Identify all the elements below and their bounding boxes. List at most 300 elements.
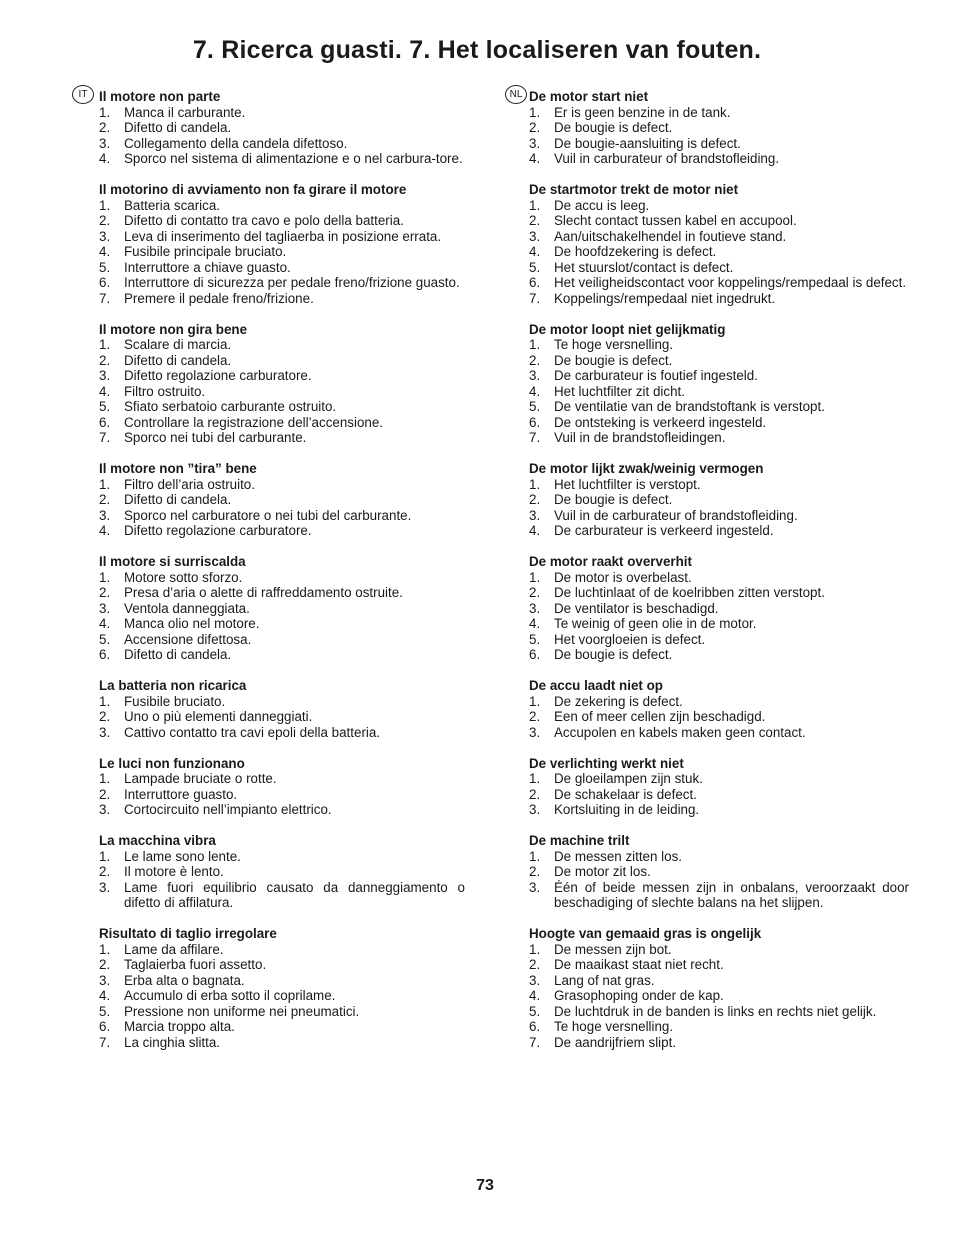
item-text: Pressione non uniforme nei pneumatici. xyxy=(124,1003,360,1019)
item-text: De accu is leeg. xyxy=(554,197,650,213)
item-text: Motore sotto sforzo. xyxy=(124,569,243,585)
troubleshooting-section xyxy=(529,461,909,539)
item-text: Premere il pedale freno/frizione. xyxy=(124,290,314,306)
item-number: 7. xyxy=(99,1034,111,1050)
list-item xyxy=(99,368,465,384)
item-text: Vuil in de brandstofleidingen. xyxy=(554,430,726,445)
list-item xyxy=(529,1035,909,1051)
list-item xyxy=(99,957,465,973)
list-item xyxy=(529,1004,909,1020)
item-number: 4. xyxy=(99,988,111,1003)
item-text: Cattivo contatto tra cavi epoli della batteria. xyxy=(124,724,381,740)
item-number: 1. xyxy=(99,476,111,492)
list-item xyxy=(99,260,465,276)
item-number: 5. xyxy=(99,399,111,414)
item-text: Koppelings/rempedaal niet ingedrukt. xyxy=(554,290,776,306)
item-text: De aandrijfriem slipt. xyxy=(554,1034,677,1050)
troubleshooting-section xyxy=(99,926,465,1050)
item-text: Fusibile bruciato. xyxy=(124,693,226,709)
section-heading: Hoogte van gemaaid gras is ongelijk xyxy=(529,926,762,941)
item-number: 1. xyxy=(529,476,541,492)
item-text: Manca il carburante. xyxy=(124,104,246,120)
language-badge-nl: NL xyxy=(505,85,527,104)
item-text: De bougie is defect. xyxy=(554,647,673,662)
item-text: Slecht contact tussen kabel en accupool. xyxy=(554,213,797,228)
list-item xyxy=(99,275,465,291)
item-text: Het voorgloeien is defect. xyxy=(554,631,706,647)
item-number: 2. xyxy=(529,709,541,724)
section-heading: Risultato di taglio irregolare xyxy=(99,926,277,941)
list-item xyxy=(99,291,465,307)
item-text: Vuil in de carburateur of brandstofleiding. xyxy=(554,507,798,523)
list-item xyxy=(99,601,465,617)
item-text: De schakelaar is defect. xyxy=(554,786,697,802)
item-number: 6. xyxy=(529,414,541,430)
cause-list xyxy=(529,105,909,167)
item-text: Te hoge versnelling. xyxy=(554,1019,674,1034)
section-heading: De verlichting werkt niet xyxy=(529,755,684,771)
item-number: 2. xyxy=(99,492,111,507)
item-number: 3. xyxy=(99,135,111,151)
cause-list xyxy=(99,337,465,446)
item-number: 3. xyxy=(99,972,111,988)
list-item xyxy=(529,244,909,260)
page-title: 7. Ricerca guasti. 7. Het localiseren van fouten. xyxy=(192,36,762,64)
item-number: 2. xyxy=(99,213,111,228)
item-text: Lampade bruciate o rotte. xyxy=(124,771,277,786)
item-number: 3. xyxy=(529,228,541,244)
item-number: 2. xyxy=(99,786,111,802)
troubleshooting-section xyxy=(99,678,465,740)
item-number: 6. xyxy=(529,275,541,290)
item-text: Vuil in carburateur of brandstofleiding. xyxy=(554,151,780,166)
troubleshooting-section xyxy=(529,182,909,306)
section-heading: De motor loopt niet gelijkmatig xyxy=(529,321,726,337)
troubleshooting-section xyxy=(99,833,465,911)
list-item xyxy=(529,632,909,648)
item-number: 4. xyxy=(99,523,111,538)
italian-column xyxy=(99,89,465,1066)
list-item xyxy=(529,291,909,307)
item-text: Accupolen en kabels maken geen contact. xyxy=(554,724,806,740)
item-number: 2. xyxy=(529,492,541,507)
item-number: 4. xyxy=(99,616,111,631)
list-item xyxy=(529,384,909,400)
item-text: Difetto di candela. xyxy=(124,352,232,368)
item-number: 2. xyxy=(529,786,541,802)
troubleshooting-section xyxy=(99,461,465,539)
item-text: Te hoge versnelling. xyxy=(554,337,674,352)
list-item xyxy=(99,864,465,880)
list-item xyxy=(529,353,909,369)
list-item xyxy=(529,694,909,710)
item-number: 2. xyxy=(529,864,541,879)
list-item xyxy=(99,229,465,245)
item-text: Sfiato serbatoio carburante ostruito. xyxy=(124,399,337,414)
troubleshooting-section xyxy=(529,756,909,818)
item-text: Één of beide messen zijn in onbalans, veroorzaakt door beschadiging of slechte balans na het slijpen. xyxy=(554,879,909,910)
item-number: 6. xyxy=(529,1019,541,1034)
list-item xyxy=(529,337,909,353)
item-number: 5. xyxy=(99,631,111,647)
cause-list xyxy=(99,570,465,663)
item-number: 4. xyxy=(99,244,111,259)
item-text: De messen zitten los. xyxy=(554,848,683,864)
item-number: 3. xyxy=(99,802,111,817)
list-item xyxy=(529,198,909,214)
item-number: 5. xyxy=(529,399,541,414)
troubleshooting-section xyxy=(529,833,909,911)
item-number: 3. xyxy=(99,600,111,616)
cause-list xyxy=(529,942,909,1051)
item-number: 1. xyxy=(529,569,541,585)
list-item xyxy=(529,880,909,911)
cause-list xyxy=(529,694,909,741)
item-number: 4. xyxy=(529,383,541,399)
cause-list xyxy=(529,477,909,539)
item-text: Difetto regolazione carburatore. xyxy=(124,523,312,538)
list-item xyxy=(529,275,909,291)
item-text: Le lame sono lente. xyxy=(124,848,241,864)
item-number: 4. xyxy=(99,383,111,399)
item-number: 7. xyxy=(99,290,111,306)
item-text: Kortsluiting in de leiding. xyxy=(554,802,700,817)
list-item xyxy=(99,942,465,958)
item-text: Taglaierba fuori assetto. xyxy=(124,957,267,972)
item-text: Ventola danneggiata. xyxy=(124,600,250,616)
item-number: 3. xyxy=(529,802,541,817)
item-number: 1. xyxy=(529,104,541,120)
troubleshooting-section xyxy=(99,554,465,663)
item-text: Accumulo di erba sotto il coprilame. xyxy=(124,988,336,1003)
list-item xyxy=(99,151,465,167)
list-item xyxy=(529,585,909,601)
item-text: Controllare la registrazione dell’accensione. xyxy=(124,414,384,430)
troubleshooting-section xyxy=(529,678,909,740)
item-number: 3. xyxy=(529,879,541,895)
section-heading: De motor raakt oververhit xyxy=(529,554,692,569)
item-text: Difetto di contatto tra cavo e polo della batteria. xyxy=(124,213,404,228)
item-number: 6. xyxy=(99,275,111,290)
list-item xyxy=(529,508,909,524)
item-text: Lame fuori equilibrio causato da danneggiamento o difetto di affilatura. xyxy=(124,879,465,910)
item-number: 1. xyxy=(99,771,111,786)
list-item xyxy=(99,430,465,446)
cause-list xyxy=(529,337,909,446)
list-item xyxy=(99,136,465,152)
item-text: Sporco nei tubi del carburante. xyxy=(124,430,307,445)
item-number: 3. xyxy=(529,368,541,383)
cause-list xyxy=(99,198,465,307)
item-text: Interruttore a chiave guasto. xyxy=(124,259,291,275)
list-item xyxy=(529,601,909,617)
cause-list xyxy=(99,105,465,167)
item-number: 6. xyxy=(99,414,111,430)
item-text: De carburateur is foutief ingesteld. xyxy=(554,368,758,383)
item-number: 3. xyxy=(99,368,111,383)
item-text: Interruttore di sicurezza per pedale freno/frizione guasto. xyxy=(124,275,460,290)
section-heading: Il motore si surriscalda xyxy=(99,554,246,569)
section-heading: La macchina vibra xyxy=(99,833,216,848)
item-number: 1. xyxy=(529,197,541,213)
item-number: 2. xyxy=(99,957,111,972)
item-number: 3. xyxy=(529,600,541,616)
item-number: 3. xyxy=(99,507,111,523)
item-text: Sporco nel carburatore o nei tubi del carburante. xyxy=(124,507,412,523)
item-text: Il motore è lento. xyxy=(124,864,224,879)
list-item xyxy=(529,260,909,276)
item-number: 1. xyxy=(99,693,111,709)
item-number: 4. xyxy=(529,244,541,259)
item-text: De ontsteking is verkeerd ingesteld. xyxy=(554,414,767,430)
list-item xyxy=(99,1019,465,1035)
item-text: De luchtdruk in de banden is links en rechts niet gelijk. xyxy=(554,1003,877,1019)
item-text: De carburateur is verkeerd ingesteld. xyxy=(554,523,774,538)
item-text: De bougie is defect. xyxy=(554,492,673,507)
item-text: Batteria scarica. xyxy=(124,197,221,213)
item-text: De ventilatie van de brandstoftank is verstopt. xyxy=(554,399,825,414)
list-item xyxy=(99,353,465,369)
item-number: 3. xyxy=(529,135,541,151)
list-item xyxy=(529,136,909,152)
item-number: 1. xyxy=(529,941,541,957)
section-heading: Il motorino di avviamento non fa girare il motore xyxy=(99,182,407,197)
item-text: Lang of nat gras. xyxy=(554,972,655,988)
item-text: Aan/uitschakelhendel in foutieve stand. xyxy=(554,228,787,244)
list-item xyxy=(99,988,465,1004)
item-number: 4. xyxy=(529,988,541,1003)
item-number: 5. xyxy=(99,259,111,275)
item-number: 1. xyxy=(529,337,541,352)
item-text: Uno o più elementi danneggiati. xyxy=(124,709,313,724)
item-number: 5. xyxy=(529,631,541,647)
item-number: 1. xyxy=(99,104,111,120)
item-text: Te weinig of geen olie in de motor. xyxy=(554,616,757,631)
item-number: 7. xyxy=(529,430,541,445)
item-number: 2. xyxy=(529,957,541,972)
troubleshooting-section xyxy=(529,926,909,1050)
language-badge-it: IT xyxy=(72,85,94,104)
list-item xyxy=(529,616,909,632)
dutch-column xyxy=(529,89,909,1066)
list-item xyxy=(99,105,465,121)
item-number: 1. xyxy=(99,848,111,864)
item-number: 5. xyxy=(529,1003,541,1019)
item-number: 6. xyxy=(529,647,541,662)
list-item xyxy=(99,802,465,818)
list-item xyxy=(99,694,465,710)
item-text: De bougie is defect. xyxy=(554,120,673,135)
section-heading: De accu laadt niet op xyxy=(529,678,663,693)
list-item xyxy=(99,198,465,214)
section-heading: De machine trilt xyxy=(529,833,630,848)
list-item xyxy=(99,508,465,524)
section-heading: Il motore non parte xyxy=(99,89,221,104)
list-item xyxy=(529,771,909,787)
item-text: Het luchtfilter zit dicht. xyxy=(554,383,685,399)
list-item xyxy=(529,120,909,136)
list-item xyxy=(529,570,909,586)
list-item xyxy=(99,492,465,508)
item-number: 2. xyxy=(99,352,111,368)
section-heading: Il motore non gira bene xyxy=(99,321,248,337)
section-heading: De startmotor trekt de motor niet xyxy=(529,182,739,197)
section-heading: Le luci non funzionano xyxy=(99,755,245,771)
list-item xyxy=(529,105,909,121)
item-text: Fusibile principale bruciato. xyxy=(124,244,287,259)
item-text: Scalare di marcia. xyxy=(124,337,232,352)
list-item xyxy=(529,477,909,493)
item-text: Difetto di candela. xyxy=(124,492,232,507)
item-number: 4. xyxy=(529,523,541,538)
item-number: 7. xyxy=(529,290,541,306)
cause-list xyxy=(529,771,909,818)
item-text: Leva di inserimento del tagliaerba in posizione errata. xyxy=(124,228,442,244)
item-text: Difetto regolazione carburatore. xyxy=(124,368,312,383)
list-item xyxy=(99,1035,465,1051)
list-item xyxy=(99,570,465,586)
list-item xyxy=(99,632,465,648)
list-item xyxy=(99,973,465,989)
cause-list xyxy=(529,570,909,663)
list-item xyxy=(99,880,465,911)
item-text: De bougie-aansluiting is defect. xyxy=(554,135,741,151)
list-item xyxy=(529,523,909,539)
cause-list xyxy=(529,198,909,307)
list-item xyxy=(529,864,909,880)
list-item xyxy=(99,477,465,493)
item-number: 3. xyxy=(529,972,541,988)
list-item xyxy=(99,616,465,632)
list-item xyxy=(529,802,909,818)
list-item xyxy=(99,787,465,803)
list-item xyxy=(529,709,909,725)
item-number: 5. xyxy=(99,1003,111,1019)
item-number: 5. xyxy=(529,259,541,275)
item-number: 2. xyxy=(529,120,541,135)
item-text: Sporco nel sistema di alimentazione e o nel carbura-tore. xyxy=(124,151,463,166)
item-text: Interruttore guasto. xyxy=(124,786,238,802)
list-item xyxy=(529,942,909,958)
item-text: La cinghia slitta. xyxy=(124,1034,221,1050)
list-item xyxy=(99,384,465,400)
item-number: 1. xyxy=(99,569,111,585)
troubleshooting-section xyxy=(99,756,465,818)
item-text: De hoofdzekering is defect. xyxy=(554,244,717,259)
list-item xyxy=(99,244,465,260)
item-number: 3. xyxy=(99,724,111,740)
list-item xyxy=(529,725,909,741)
item-number: 2. xyxy=(529,213,541,228)
item-text: De gloeilampen zijn stuk. xyxy=(554,771,703,786)
item-text: De maaikast staat niet recht. xyxy=(554,957,724,972)
item-number: 4. xyxy=(529,616,541,631)
list-item xyxy=(529,957,909,973)
list-item xyxy=(99,213,465,229)
item-text: De motor is overbelast. xyxy=(554,569,692,585)
list-item xyxy=(99,771,465,787)
item-text: Het luchtfilter is verstopt. xyxy=(554,476,701,492)
cause-list xyxy=(99,694,465,741)
list-item xyxy=(99,585,465,601)
item-text: De zekering is defect. xyxy=(554,693,683,709)
cause-list xyxy=(99,771,465,818)
section-heading: De motor lijkt zwak/weinig vermogen xyxy=(529,461,764,476)
item-text: Collegamento della candela difettoso. xyxy=(124,135,348,151)
item-text: Filtro ostruito. xyxy=(124,383,206,399)
item-number: 3. xyxy=(99,879,111,895)
troubleshooting-section xyxy=(99,182,465,306)
list-item xyxy=(529,492,909,508)
item-text: Presa d’aria o alette di raffreddamento ostruite. xyxy=(124,585,403,600)
cause-list xyxy=(99,477,465,539)
item-text: Erba alta o bagnata. xyxy=(124,972,245,988)
list-item xyxy=(99,120,465,136)
item-number: 4. xyxy=(99,151,111,166)
troubleshooting-section xyxy=(99,89,465,167)
item-text: Het stuurslot/contact is defect. xyxy=(554,259,734,275)
troubleshooting-section xyxy=(529,322,909,446)
list-item xyxy=(529,1019,909,1035)
item-text: Manca olio nel motore. xyxy=(124,616,260,631)
list-item xyxy=(529,368,909,384)
item-number: 2. xyxy=(529,585,541,600)
list-item xyxy=(529,988,909,1004)
item-text: Cortocircuito nell’impianto elettrico. xyxy=(124,802,332,817)
item-number: 2. xyxy=(99,585,111,600)
item-text: De ventilator is beschadigd. xyxy=(554,600,719,616)
item-text: De bougie is defect. xyxy=(554,352,673,368)
item-text: Lame da affilare. xyxy=(124,941,224,957)
item-number: 2. xyxy=(99,864,111,879)
item-text: Accensione difettosa. xyxy=(124,631,252,647)
list-item xyxy=(99,849,465,865)
item-text: De messen zijn bot. xyxy=(554,941,672,957)
item-text: Difetto di candela. xyxy=(124,647,232,662)
section-heading: De motor start niet xyxy=(529,89,649,104)
item-number: 1. xyxy=(529,848,541,864)
item-number: 1. xyxy=(529,771,541,786)
list-item xyxy=(529,399,909,415)
list-item xyxy=(99,399,465,415)
list-item xyxy=(99,647,465,663)
item-text: Er is geen benzine in de tank. xyxy=(554,104,731,120)
item-number: 1. xyxy=(529,693,541,709)
item-number: 3. xyxy=(99,228,111,244)
item-number: 2. xyxy=(99,709,111,724)
item-number: 3. xyxy=(529,724,541,740)
list-item xyxy=(529,229,909,245)
troubleshooting-section xyxy=(529,89,909,167)
item-number: 6. xyxy=(99,647,111,662)
item-text: Marcia troppo alta. xyxy=(124,1019,235,1034)
item-text: De luchtinlaat of de koelribben zitten verstopt. xyxy=(554,585,825,600)
item-number: 1. xyxy=(99,197,111,213)
item-number: 1. xyxy=(99,941,111,957)
item-text: Een of meer cellen zijn beschadigd. xyxy=(554,709,766,724)
item-number: 2. xyxy=(529,352,541,368)
list-item xyxy=(529,973,909,989)
item-number: 6. xyxy=(99,1019,111,1034)
troubleshooting-section xyxy=(99,322,465,446)
list-item xyxy=(529,849,909,865)
item-text: Filtro dell’aria ostruito. xyxy=(124,476,255,492)
item-number: 4. xyxy=(529,151,541,166)
item-number: 2. xyxy=(99,120,111,135)
item-text: Difetto di candela. xyxy=(124,120,232,135)
item-number: 1. xyxy=(99,337,111,352)
list-item xyxy=(529,415,909,431)
